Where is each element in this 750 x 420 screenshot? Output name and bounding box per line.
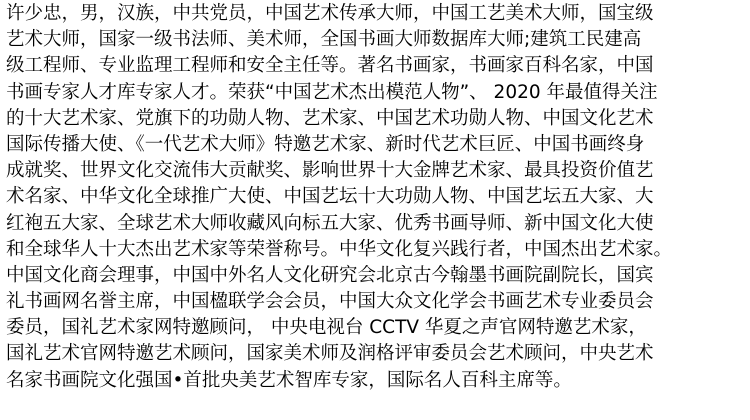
text-line-5: 的十大艺术家、党旗下的功勋人物、艺术家、中国艺术功勋人物、中国文化艺术 — [6, 107, 654, 129]
text-line-10: 和全球华人十大杰出艺术家等荣誉称号。中华文化复兴践行者，中国杰出艺术家。 — [6, 238, 673, 260]
text-line-14: 国礼艺术官网特邀艺术顾问，国家美术师及润格评审委员会艺术顾问，中央艺术 — [6, 343, 654, 365]
text-line-9: 红袍五大家、全球艺术大师收藏风向标五大家、优秀书画导师、新中国文化大使 — [6, 212, 654, 234]
text-line-13: 委员，国礼艺术家网特邀顾问， 中央电视台 CCTV 华夏之声官网特邀艺术家， — [6, 317, 647, 339]
text-line-8: 术名家、中华文化全球推广大使、中国艺坛十大功勋人物、中国艺坛五大家、大 — [6, 186, 654, 208]
text-line-15: 名家书画院文化强国•首批央美艺术智库专家，国际名人百科主席等。 — [6, 369, 572, 391]
text-line-12: 礼书画网名誉主席，中国楹联学会会员，中国大众文化学会书画艺术专业委员会 — [6, 291, 654, 313]
text-line-11: 中国文化商会理事，中国中外名人文化研究会北京古今翰墨书画院副院长，国宾 — [6, 264, 654, 286]
text-line-6: 国际传播大使、《一代艺术大师》特邀艺术家、新时代艺术巨匠、中国书画终身 — [6, 133, 645, 155]
text-line-1: 许少忠，男，汉族，中共党员，中国艺术传承大师，中国工艺美术大师，国宝级 — [6, 3, 654, 24]
text-line-3: 级工程师、专业监理工程师和安全主任等。著名书画家，书画家百科名家，中国 — [6, 55, 654, 77]
text-line-7: 成就奖、世界文化交流伟大贡献奖、影响世界十大金牌艺术家、最具投资价值艺 — [6, 160, 654, 182]
text-line-4: 书画专家人才库专家人才。荣获“中国艺术杰出模范人物”、 2020 年最值得关注 — [6, 81, 658, 103]
text-line-2: 艺术大师，国家一级书法师、美术师，全国书画大师数据库大师;建筑工民建高 — [6, 29, 642, 51]
